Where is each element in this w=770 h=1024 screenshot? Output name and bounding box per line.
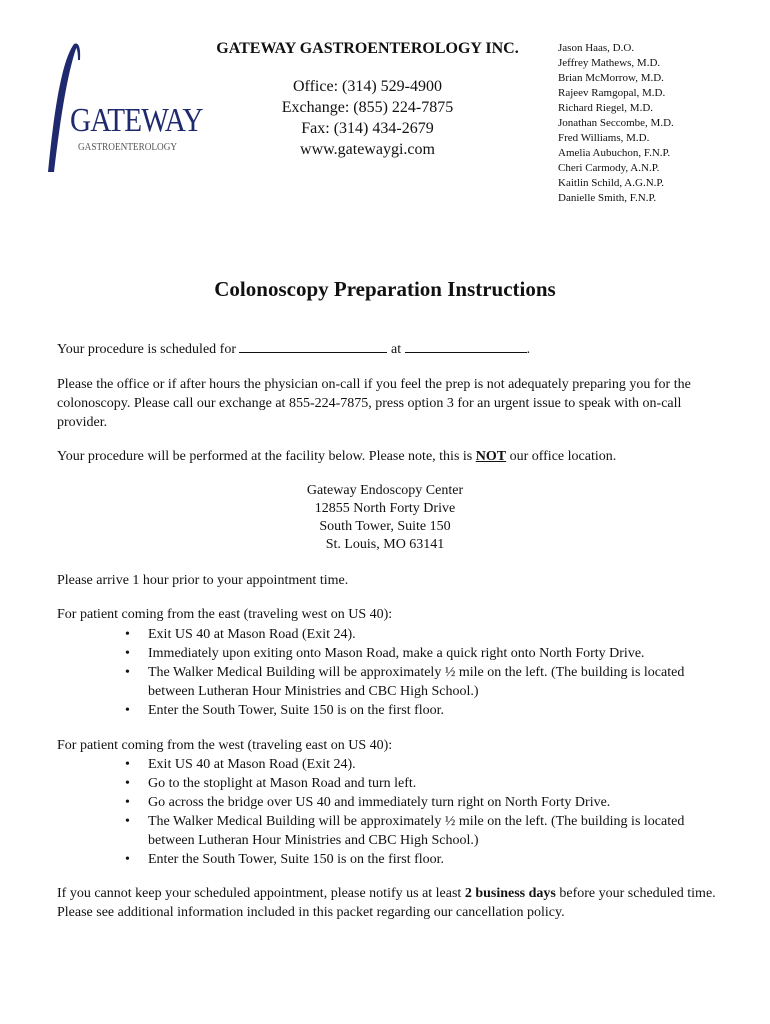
business-days-emphasis: 2 business days — [464, 886, 556, 901]
bullet-icon: • — [125, 776, 130, 791]
prep-notice: Please the office or if after hours the physician on-call if you feel the prep is not adequately preparing you for the colonoscopy. Please call our exchange at 855-224-7875, press option 3 for an urgent issue to speak with on-call provider. — [57, 377, 691, 430]
provider-name: Amelia Aubuchon, F.N.P. — [558, 147, 671, 159]
bullet-icon: • — [125, 795, 130, 810]
provider-name: Jeffrey Mathews, M.D. — [558, 57, 661, 69]
logo-wordmark: GATEWAY — [70, 102, 203, 139]
provider-name: Brian McMorrow, M.D. — [558, 72, 664, 84]
list-item — [120, 774, 710, 793]
list-item-text: Go across the bridge over US 40 and immediately turn right on North Forty Drive. — [148, 795, 611, 810]
list-item — [120, 793, 710, 812]
arrival-note: Please arrive 1 hour prior to your appointment time. — [57, 573, 349, 588]
website-url: www.gatewaygi.com — [300, 141, 435, 158]
bullet-icon: • — [125, 627, 130, 642]
provider-name: Jason Haas, D.O. — [558, 42, 635, 54]
facility-address — [0, 482, 770, 554]
cancel-tail: before your scheduled time. Please see additional information included in this packet regarding our cancellation policy. — [57, 886, 716, 920]
list-item-text: Immediately upon exiting onto Mason Road, make a quick right onto North Forty Drive. — [148, 646, 645, 661]
list-item — [120, 701, 710, 720]
provider-name: Fred Williams, M.D. — [558, 132, 650, 144]
office-phone: Office: (314) 529-4900 — [293, 78, 442, 95]
contact-block — [180, 76, 555, 160]
provider-list — [558, 41, 674, 206]
list-item — [120, 625, 710, 644]
facility-suite: South Tower, Suite 150 — [319, 519, 451, 534]
time-blank — [405, 341, 527, 353]
provider-name: Cheri Carmody, A.N.P. — [558, 162, 660, 174]
list-item — [120, 850, 710, 869]
schedule-line — [57, 340, 717, 359]
list-item-text: The Walker Medical Building will be approximately ½ mile on the left. (The building is located between Lutheran Hour Ministries and CBC High School.) — [148, 814, 685, 848]
date-blank — [239, 341, 387, 353]
list-item-text: Go to the stoplight at Mason Road and turn left. — [148, 776, 417, 791]
not-emphasis: NOT — [475, 449, 507, 464]
company-name: GATEWAY GASTROENTEROLOGY INC. — [216, 40, 519, 57]
bullet-icon: • — [125, 852, 130, 867]
list-item-text: Exit US 40 at Mason Road (Exit 24). — [148, 757, 356, 772]
facility-intro-tail: our office location. — [506, 449, 617, 464]
provider-name: Richard Riegel, M.D. — [558, 102, 654, 114]
bullet-icon: • — [125, 703, 130, 718]
west-heading: For patient coming from the west (traveling east on US 40): — [57, 738, 393, 753]
list-item — [120, 644, 710, 663]
list-item-text: Exit US 40 at Mason Road (Exit 24). — [148, 627, 356, 642]
bullet-icon: • — [125, 814, 130, 829]
list-item — [120, 663, 710, 701]
schedule-at: at — [390, 342, 402, 357]
fax-number: Fax: (314) 434-2679 — [301, 120, 434, 137]
schedule-prefix: Your procedure is scheduled for — [57, 342, 236, 357]
schedule-end: . — [526, 342, 531, 357]
list-item-text: Enter the South Tower, Suite 150 is on the first floor. — [148, 703, 445, 718]
east-heading: For patient coming from the east (traveling west on US 40): — [57, 607, 393, 622]
list-item-text: Enter the South Tower, Suite 150 is on the first floor. — [148, 852, 445, 867]
bullet-icon: • — [125, 665, 130, 680]
logo-subtitle: GASTROENTEROLOGY — [78, 141, 178, 153]
cancel-text: If you cannot keep your scheduled appointment, please notify us at least — [57, 886, 465, 901]
east-directions — [120, 625, 710, 720]
facility-intro — [57, 447, 717, 466]
facility-name: Gateway Endoscopy Center — [306, 483, 464, 498]
bullet-icon: • — [125, 646, 130, 661]
exchange-phone: Exchange: (855) 224-7875 — [281, 99, 454, 116]
facility-street: 12855 North Forty Drive — [314, 501, 456, 516]
provider-name: Rajeev Ramgopal, M.D. — [558, 87, 666, 99]
list-item — [120, 812, 710, 850]
page-title: Colonoscopy Preparation Instructions — [214, 277, 556, 301]
west-directions — [120, 755, 710, 869]
facility-intro-text: Your procedure will be performed at the facility below. Please note, this is — [57, 449, 476, 464]
provider-name: Kaitlin Schild, A.G.N.P. — [558, 177, 665, 189]
bullet-icon: • — [125, 757, 130, 772]
provider-name: Danielle Smith, F.N.P. — [558, 192, 657, 204]
cancellation-policy — [57, 884, 717, 922]
provider-name: Jonathan Seccombe, M.D. — [558, 117, 674, 129]
facility-city: St. Louis, MO 63141 — [325, 537, 445, 552]
list-item-text: The Walker Medical Building will be approximately ½ mile on the left. (The building is located between Lutheran Hour Ministries and CBC High School.) — [148, 665, 685, 699]
list-item — [120, 755, 710, 774]
gateway-logo — [44, 40, 203, 175]
